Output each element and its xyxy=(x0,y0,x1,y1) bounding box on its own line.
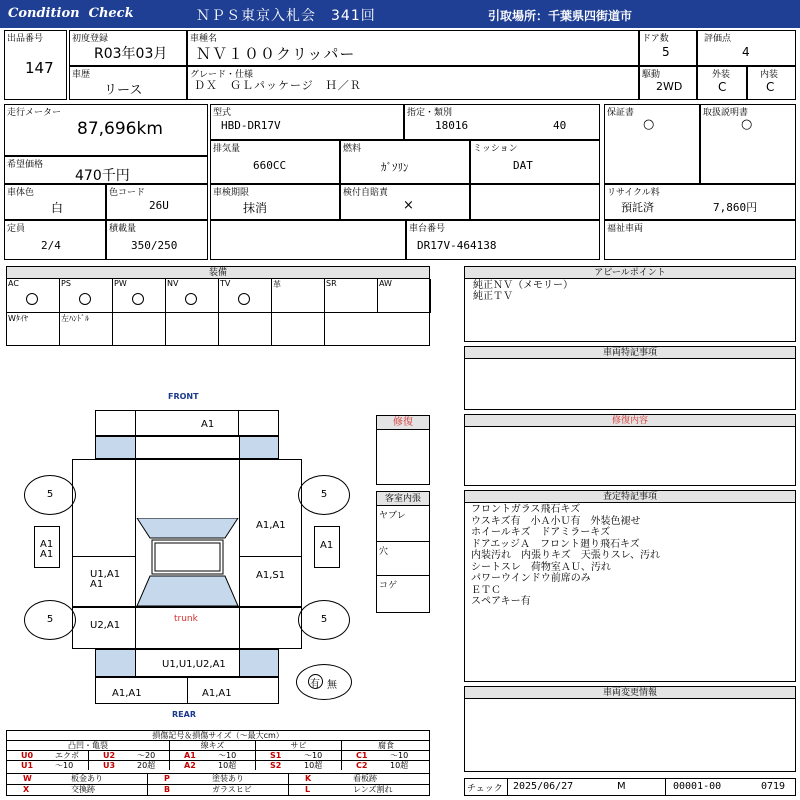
pickup-location: 引取場所：千葉県四街道市 xyxy=(488,9,633,23)
mark-rear-right: A1,A1 xyxy=(202,688,232,699)
legend-text: 10超 xyxy=(218,761,237,770)
legend-entry xyxy=(342,750,430,760)
load-value: 350/250 xyxy=(131,239,178,252)
legend-code: S2 xyxy=(270,761,282,770)
legend-text: 10超 xyxy=(304,761,323,770)
damage-legend xyxy=(6,730,430,796)
mark-rear-left: A1,A1 xyxy=(112,688,142,699)
load-box xyxy=(106,220,208,260)
legend-code: X xyxy=(23,785,30,794)
note-line: パワーウインドウ前席のみ xyxy=(471,573,591,584)
equipment-label: SR xyxy=(326,279,337,288)
inspector-notes-lines xyxy=(471,504,660,608)
grade-value: ＤＸ ＧＬパッケージ Ｈ／Ｒ xyxy=(194,79,362,92)
legend-entry xyxy=(7,784,148,795)
legend-entry xyxy=(342,760,430,770)
special-panel xyxy=(464,346,796,410)
mission-box xyxy=(470,140,600,184)
displacement-label: 排気量 xyxy=(213,144,241,154)
car-name-label: 車種名 xyxy=(190,34,218,44)
hope-price-box xyxy=(4,156,208,184)
equipment-row2-cell xyxy=(112,313,166,346)
front-row-center xyxy=(135,436,240,459)
equipment-mark xyxy=(26,293,38,305)
capacity-label: 定員 xyxy=(7,224,26,234)
legend-entry xyxy=(148,773,289,784)
equipment-title: 装備 xyxy=(7,267,429,279)
legend-text: レンズ割れ xyxy=(353,785,393,794)
equipment-row2-cell xyxy=(59,313,113,346)
color-code-label: 色コード xyxy=(109,188,146,198)
welfare-box xyxy=(604,220,796,260)
front-label: FRONT xyxy=(168,392,199,401)
grade-label: グレード・仕様 xyxy=(190,70,254,80)
designation-box xyxy=(404,104,600,140)
note-line: 内装汚れ 内張りキズ 天張りスレ、汚れ xyxy=(471,550,660,561)
legend-text: ガラスヒビ xyxy=(212,785,252,794)
equipment-label: AC xyxy=(8,279,19,288)
score-box xyxy=(697,30,796,66)
hope-price-label: 希望価格 xyxy=(7,160,44,170)
equipment-mark xyxy=(132,293,144,305)
first-reg-value: R03年03月 xyxy=(94,46,168,62)
legend-entry xyxy=(148,784,289,795)
equipment-cell-aw xyxy=(377,279,431,313)
legend-entry xyxy=(7,773,148,784)
legend-code: L xyxy=(305,785,311,794)
note-line: ホイールキズ ドアミラーキズ xyxy=(471,527,611,538)
exterior-value: C xyxy=(718,80,727,94)
tire-rear-right: 5 xyxy=(298,600,350,640)
legend-text: 塗装あり xyxy=(212,774,244,783)
legend-group: サビ xyxy=(256,741,342,750)
chassis-label: 車台番号 xyxy=(409,224,446,234)
repair-box xyxy=(376,415,430,485)
change-info-panel xyxy=(464,686,796,772)
drive-label: 駆動 xyxy=(642,70,661,80)
legend-entry xyxy=(89,750,170,760)
equipment-cell-sr xyxy=(324,279,378,313)
first-reg-label: 初度登録 xyxy=(72,34,109,44)
tire-front-right: 5 xyxy=(298,475,350,515)
equipment-label: PS xyxy=(61,279,71,288)
legend-entry xyxy=(170,760,256,770)
warranty-label: 保証書 xyxy=(607,108,635,118)
inspection-value: 抹消 xyxy=(243,201,268,215)
drive-value: 2WD xyxy=(656,80,683,93)
equipment-panel xyxy=(6,266,430,346)
doors-box xyxy=(639,30,697,66)
header-bar xyxy=(0,0,800,28)
designation-value2: 40 xyxy=(553,119,567,132)
blank-box-1 xyxy=(470,184,600,220)
check-date: 2025/06/27 xyxy=(513,781,574,792)
inspection-box xyxy=(210,184,340,220)
score-value: 4 xyxy=(742,45,750,59)
mark-front-bumper: A1 xyxy=(201,419,215,430)
legend-group: 凸凹・亀裂 xyxy=(7,741,170,750)
legend-text: 看板跡 xyxy=(353,774,377,783)
equipment-cell-革 xyxy=(271,279,325,313)
tire-front-left: 5 xyxy=(24,475,76,515)
cabin-box xyxy=(376,491,430,613)
equipment-row2-cell xyxy=(165,313,219,346)
legend-entry xyxy=(256,750,342,760)
recycle-value: 預託済 xyxy=(621,201,654,214)
legend-code: S1 xyxy=(270,751,282,760)
legend-code: A2 xyxy=(184,761,196,770)
legend-entry xyxy=(170,750,256,760)
color-box xyxy=(4,184,106,220)
equipment-label: AW xyxy=(379,279,392,288)
cabin-hole-cell xyxy=(377,542,429,576)
legend-text: 10超 xyxy=(390,761,409,770)
history-value: リース xyxy=(104,83,143,98)
note-line: ＥＴＣ xyxy=(471,584,501,596)
cabin-burn-cell xyxy=(377,576,429,612)
mark-rear-lower: U1,U1,U2,A1 xyxy=(162,659,226,670)
recycle-amount: 7,860円 xyxy=(713,201,758,214)
footer-bar xyxy=(464,778,796,796)
legend-code: U0 xyxy=(21,751,34,760)
mark-right-mirror: A1 xyxy=(320,540,334,551)
warranty-value: ○ xyxy=(643,117,655,132)
car-name-box xyxy=(187,30,639,66)
equipment-mark xyxy=(185,293,197,305)
mission-label: ミッション xyxy=(473,144,518,154)
history-label: 車歴 xyxy=(72,70,91,80)
mark-left-quarter: U2,A1 xyxy=(90,620,121,631)
manual-label: 取扱説明書 xyxy=(703,108,749,118)
capacity-value: 2/4 xyxy=(41,239,61,252)
model-value: HBD-DR17V xyxy=(221,119,281,132)
interior-value: C xyxy=(766,80,775,94)
equipment-cell-tv xyxy=(218,279,272,313)
appeal-panel xyxy=(464,266,796,342)
trunk-label: trunk xyxy=(174,614,198,624)
cabin-window xyxy=(135,518,240,608)
manual-box xyxy=(700,104,796,184)
legend-text: 20超 xyxy=(137,761,156,770)
legend-text: 〜20 xyxy=(137,751,156,760)
footer-code: 00001-00 xyxy=(673,781,722,792)
fuel-value: ｶﾞｿﾘﾝ xyxy=(381,161,409,174)
mark-right-front: A1,A1 xyxy=(256,520,286,531)
legend-code: U2 xyxy=(103,751,116,760)
equipment-cell-ps xyxy=(59,279,113,313)
designation-label: 指定・類別 xyxy=(407,108,453,118)
legend-title: 損傷記号＆損傷サイズ（〜最大cm） xyxy=(7,731,429,741)
model-label: 型式 xyxy=(213,108,232,118)
color-code-value: 26U xyxy=(149,199,169,212)
legend-code: K xyxy=(305,774,312,783)
legend-code: U3 xyxy=(103,761,116,770)
interior-box xyxy=(747,66,796,100)
appeal-lines xyxy=(473,280,573,302)
drive-box xyxy=(639,66,697,100)
legend-code: P xyxy=(164,774,170,783)
equipment-mark xyxy=(79,293,91,305)
car-name-value: ＮＶ１００クリッパー xyxy=(196,45,356,63)
special-title: 車両特記事項 xyxy=(465,347,795,359)
repair-title: 修復 xyxy=(377,416,429,430)
check-staff: M xyxy=(617,781,626,792)
color-value: 白 xyxy=(51,201,64,215)
legend-code: C2 xyxy=(356,761,368,770)
equipment-label: TV xyxy=(220,279,231,288)
note-line: スペアキー有 xyxy=(471,596,531,607)
legend-code: C1 xyxy=(356,751,368,760)
grade-box xyxy=(187,66,639,100)
legend-code: U1 xyxy=(21,761,34,770)
equipment-row2-cell xyxy=(6,313,60,346)
lot-label: 出品番号 xyxy=(7,34,44,44)
legend-code: A1 xyxy=(184,751,196,760)
fuel-box xyxy=(340,140,470,184)
auction-name: ＮＰＳ東京入札会 341回 xyxy=(196,8,376,24)
equipment-label: Wﾀｲﾔ xyxy=(8,314,28,323)
page-title: Condition Check xyxy=(8,6,134,21)
cabin-title: 客室内張 xyxy=(377,492,429,506)
capacity-box xyxy=(4,220,106,260)
cabin-hole: 穴 xyxy=(379,547,389,557)
history-box xyxy=(69,66,187,100)
mark-left-mirror: A1 A1 xyxy=(40,539,54,560)
fuel-label: 燃料 xyxy=(343,144,362,154)
spare-tire-circle xyxy=(296,664,352,700)
legend-entry xyxy=(89,760,170,770)
mileage-label: 走行メーター xyxy=(7,108,62,118)
right-front-door xyxy=(240,459,302,557)
equipment-row2-cell xyxy=(271,313,325,346)
legend-text: 〜10 xyxy=(55,761,74,770)
footer-num: 0719 xyxy=(761,781,786,792)
legend-entry xyxy=(7,750,89,760)
equipment-label: NV xyxy=(167,279,179,288)
equipment-label: 革 xyxy=(273,280,281,289)
self-liability-label: 検付自賠責 xyxy=(343,188,389,198)
appeal-line: 純正ＴＶ xyxy=(473,291,513,302)
change-info-title: 車両変更情報 xyxy=(465,687,795,699)
displacement-box xyxy=(210,140,340,184)
equipment-label: PW xyxy=(114,279,127,288)
welfare-label: 福祉車両 xyxy=(607,224,644,234)
doors-label: ドア数 xyxy=(642,34,669,44)
hope-price-value: 470千円 xyxy=(75,168,130,184)
color-label: 車体色 xyxy=(7,188,35,198)
legend-code: W xyxy=(23,774,32,783)
equipment-cell-pw xyxy=(112,279,166,313)
mark-left-rear-door: U1,A1 A1 xyxy=(90,569,121,590)
note-line: ドアエッジＡ フロント廻り飛石キズ xyxy=(471,538,640,550)
cabin-burn: コゲ xyxy=(379,581,398,591)
legend-entry xyxy=(289,773,430,784)
inspector-notes-title: 査定特記事項 xyxy=(465,491,795,503)
self-liability-value: × xyxy=(403,198,414,213)
chassis-value: DR17V-464138 xyxy=(417,239,497,252)
lot-number: 147 xyxy=(25,59,54,77)
legend-text: 〜10 xyxy=(390,751,409,760)
repair-content-title: 修復内容 xyxy=(465,415,795,427)
manual-value: ○ xyxy=(741,117,753,132)
equipment-label: 左ﾊﾝﾄﾞﾙ xyxy=(61,314,89,323)
mark-right-rear: A1,S1 xyxy=(256,570,286,581)
doors-value: 5 xyxy=(662,45,670,59)
equipment-mark xyxy=(238,293,250,305)
note-line: ウスキズ有 小Ａ小Ｕ有 外装色褪せ xyxy=(471,515,641,527)
equipment-cell-nv xyxy=(165,279,219,313)
legend-group: 線キズ xyxy=(170,741,256,750)
legend-group: 腐食 xyxy=(378,741,394,750)
load-label: 積載量 xyxy=(109,224,137,234)
cabin-tear-cell xyxy=(377,506,429,542)
inspector-notes-panel xyxy=(464,490,796,682)
blank-box-2 xyxy=(210,220,406,260)
rear-label: REAR xyxy=(172,710,196,719)
exterior-box xyxy=(697,66,747,100)
chassis-box xyxy=(406,220,600,260)
legend-text: エクボ xyxy=(55,751,79,760)
rear-bumper-divider xyxy=(187,677,188,704)
tire-rear-left: 5 xyxy=(24,600,76,640)
footer-divider xyxy=(507,779,508,795)
equipment-row2-cell xyxy=(218,313,272,346)
note-line: シートスレ 荷物室ＡＵ、汚れ xyxy=(471,561,611,573)
warranty-box xyxy=(604,104,700,184)
exterior-label: 外装 xyxy=(712,70,731,80)
appeal-line: 純正ＮＶ（メモリー） xyxy=(473,280,573,291)
score-label: 評価点 xyxy=(704,34,732,44)
inspection-label: 車検期限 xyxy=(213,188,250,198)
check-label: チェック xyxy=(467,784,503,794)
self-liability-box xyxy=(340,184,470,220)
legend-entry xyxy=(7,760,89,770)
appeal-title: アピールポイント xyxy=(465,267,795,279)
legend-text: 〜10 xyxy=(218,751,237,760)
displacement-value: 660CC xyxy=(253,159,287,172)
color-code-box xyxy=(106,184,208,220)
designation-value1: 18016 xyxy=(435,119,469,132)
footer-divider xyxy=(665,779,666,795)
spare-yes: 有 xyxy=(310,679,320,690)
model-box xyxy=(210,104,404,140)
left-front-door xyxy=(72,459,135,557)
mileage-value: 87,696km xyxy=(77,119,163,139)
lot-number-box xyxy=(4,30,67,100)
cabin-tear: ヤブレ xyxy=(379,511,406,521)
legend-entry xyxy=(256,760,342,770)
first-reg-box xyxy=(69,30,187,66)
equipment-cell-ac xyxy=(6,279,60,313)
front-bumper-center xyxy=(135,410,239,436)
interior-label: 内装 xyxy=(760,70,779,80)
recycle-box xyxy=(604,184,796,220)
legend-text: 板金あり xyxy=(71,774,103,783)
legend-entry xyxy=(289,784,430,795)
mission-value: DAT xyxy=(513,159,533,172)
recycle-label: リサイクル料 xyxy=(607,188,660,198)
legend-text: 〜10 xyxy=(304,751,323,760)
mileage-box xyxy=(4,104,208,156)
repair-content-panel xyxy=(464,414,796,486)
legend-code: B xyxy=(164,785,171,794)
spare-no: 無 xyxy=(327,680,337,691)
legend-text: 交換跡 xyxy=(71,785,95,794)
note-line: フロントガラス飛石キズ xyxy=(471,504,581,515)
